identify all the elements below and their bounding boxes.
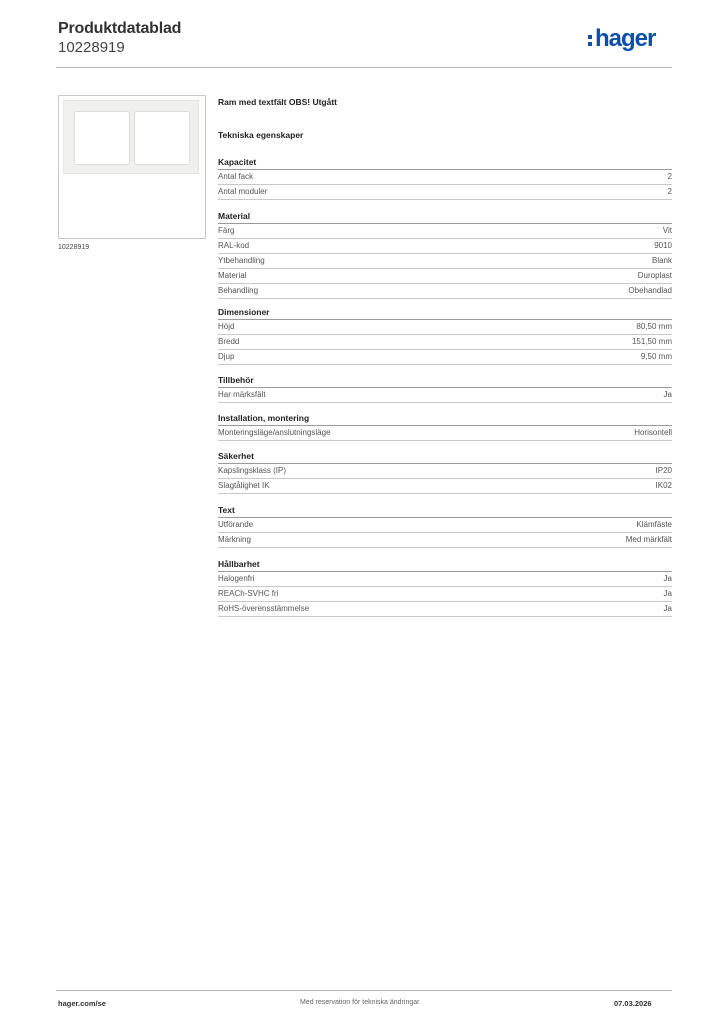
spec-label: Monteringsläge/anslutningsläge — [218, 428, 331, 437]
spec-section — [218, 449, 672, 494]
spec-label: Höjd — [218, 322, 235, 331]
spec-value: Vit — [662, 226, 672, 235]
spec-label: Halogenfri — [218, 574, 255, 583]
spec-label: Ytbehandling — [218, 256, 265, 265]
spec-row — [218, 185, 672, 200]
spec-value: Klämfäste — [636, 520, 672, 529]
product-image — [58, 95, 206, 239]
logo-text: hager — [595, 25, 656, 52]
page-title: Produktdatablad — [58, 20, 182, 37]
product-number: 10228919 — [58, 39, 125, 56]
spec-row — [218, 224, 672, 239]
spec-label: Märkning — [218, 535, 251, 544]
section-title: Tillbehör — [218, 373, 672, 388]
spec-label: Antal fack — [218, 172, 254, 181]
spec-label: RoHS-överensstämmelse — [218, 604, 310, 613]
spec-row — [218, 254, 672, 269]
spec-value: Med märkfält — [625, 535, 672, 544]
spec-value: Horisontell — [634, 428, 672, 437]
frame-icon — [63, 100, 199, 174]
spec-label: Antal moduler — [218, 187, 268, 196]
footer-divider — [56, 990, 672, 991]
header-divider — [56, 67, 672, 68]
technical-heading: Tekniska egenskaper — [218, 130, 304, 140]
spec-row — [218, 587, 672, 602]
spec-value: 2 — [667, 187, 672, 196]
spec-label: Har märksfält — [218, 390, 266, 399]
section-title: Dimensioner — [218, 305, 672, 320]
spec-section — [218, 305, 672, 365]
footer-disclaimer: Med reservation för tekniska ändringar — [300, 999, 420, 1006]
spec-label: RAL-kod — [218, 241, 250, 250]
spec-value: Blank — [651, 256, 672, 265]
section-title: Text — [218, 503, 672, 518]
spec-row — [218, 239, 672, 254]
spec-row — [218, 426, 672, 441]
spec-value: Duroplast — [637, 271, 672, 280]
spec-label: Utförande — [218, 520, 254, 529]
spec-row — [218, 284, 672, 299]
logo-dots-icon — [588, 35, 592, 49]
spec-value: Ja — [663, 390, 672, 399]
spec-row — [218, 479, 672, 494]
spec-row — [218, 320, 672, 335]
spec-row — [218, 533, 672, 548]
spec-value: Ja — [663, 589, 672, 598]
spec-row — [218, 602, 672, 617]
spec-row — [218, 572, 672, 587]
spec-section — [218, 411, 672, 441]
spec-value: 9010 — [654, 241, 672, 250]
spec-label: Färg — [218, 226, 235, 235]
spec-row — [218, 388, 672, 403]
spec-label: REACh-SVHC fri — [218, 589, 279, 598]
image-caption: 10228919 — [58, 244, 90, 251]
spec-row — [218, 335, 672, 350]
hager-logo — [588, 27, 655, 51]
spec-label: Behandling — [218, 286, 259, 295]
spec-value: 151,50 mm — [631, 337, 672, 346]
spec-value: Ja — [663, 604, 672, 613]
spec-row — [218, 269, 672, 284]
spec-row — [218, 464, 672, 479]
section-title: Hållbarhet — [218, 557, 672, 572]
section-title: Material — [218, 209, 672, 224]
spec-value: 2 — [667, 172, 672, 181]
spec-section — [218, 373, 672, 403]
spec-row — [218, 170, 672, 185]
section-title: Installation, montering — [218, 411, 672, 426]
footer-date: 07.03.2026 — [614, 999, 652, 1008]
spec-section — [218, 155, 672, 200]
spec-label: Kapslingsklass (IP) — [218, 466, 287, 475]
product-name: Ram med textfält OBS! Utgått — [218, 97, 338, 107]
spec-value: IP20 — [655, 466, 672, 475]
frame-opening-right — [134, 111, 190, 165]
section-title: Kapacitet — [218, 155, 672, 170]
spec-label: Djup — [218, 352, 235, 361]
spec-value: Ja — [663, 574, 672, 583]
spec-section — [218, 209, 672, 299]
spec-section — [218, 503, 672, 548]
spec-label: Bredd — [218, 337, 240, 346]
spec-row — [218, 518, 672, 533]
frame-opening-left — [74, 111, 130, 165]
spec-row — [218, 350, 672, 365]
spec-value: Obehandlad — [628, 286, 672, 295]
spec-section — [218, 557, 672, 617]
spec-value: 9,50 mm — [640, 352, 672, 361]
footer-website-link[interactable]: hager.com/se — [58, 999, 106, 1008]
spec-value: IK02 — [655, 481, 672, 490]
section-title: Säkerhet — [218, 449, 672, 464]
spec-value: 80,50 mm — [636, 322, 672, 331]
spec-label: Material — [218, 271, 247, 280]
spec-label: Slagtålighet IK — [218, 481, 270, 490]
